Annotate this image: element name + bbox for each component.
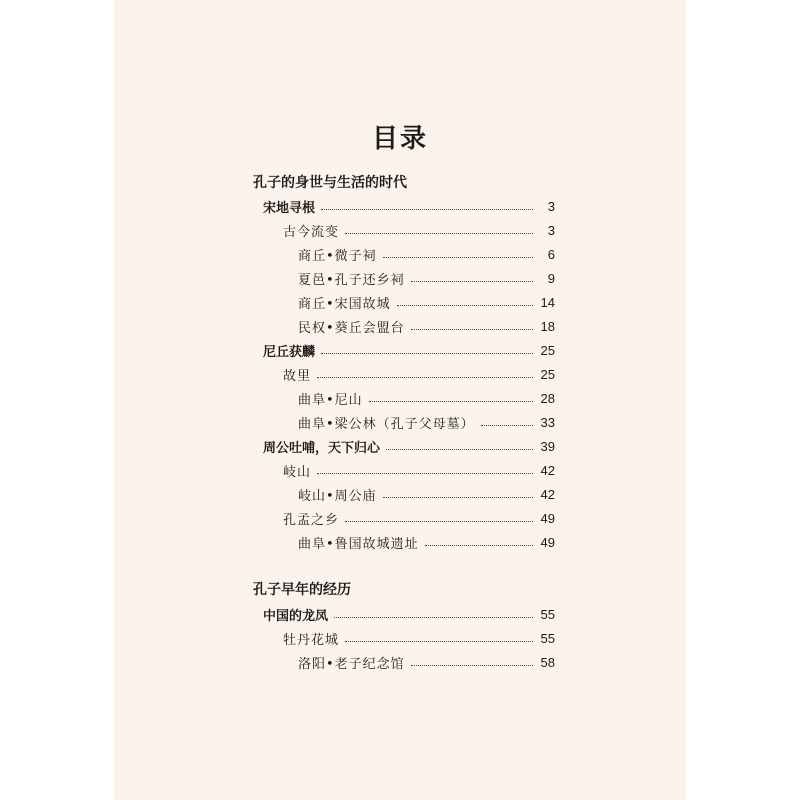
toc-page-number: 6 bbox=[547, 246, 555, 262]
toc-entry[interactable] bbox=[283, 508, 555, 528]
dot-leader bbox=[345, 641, 533, 642]
toc-entry-label: 中国的龙凤 bbox=[263, 608, 329, 624]
toc-page-number: 39 bbox=[540, 438, 555, 454]
toc-entry[interactable] bbox=[263, 436, 555, 456]
toc-page-number: 55 bbox=[540, 606, 555, 622]
toc-entry[interactable] bbox=[298, 412, 555, 432]
toc-entry[interactable] bbox=[298, 652, 555, 672]
toc-entry[interactable] bbox=[298, 388, 555, 408]
dot-leader bbox=[321, 209, 533, 210]
toc-entry-label: 牡丹花城 bbox=[283, 632, 340, 648]
toc-entry[interactable] bbox=[298, 244, 555, 264]
toc-entry[interactable] bbox=[298, 292, 555, 312]
toc-entry[interactable] bbox=[283, 364, 555, 384]
toc-page-number: 25 bbox=[540, 342, 555, 358]
toc-page-number: 58 bbox=[540, 654, 555, 670]
toc-entry[interactable] bbox=[263, 196, 555, 216]
toc-entry-label: 尼丘获麟 bbox=[263, 344, 316, 360]
toc-entry-label: 夏邑•孔子还乡祠 bbox=[298, 272, 405, 288]
toc-entry-label: 曲阜•梁公林（孔子父母墓） bbox=[298, 416, 475, 432]
page-title: 目录 bbox=[371, 124, 428, 154]
toc-page-number: 49 bbox=[540, 534, 555, 550]
section-heading: 孔子早年的经历 bbox=[253, 582, 351, 598]
toc-entry-label: 岐山•周公庙 bbox=[298, 488, 377, 504]
toc-page-number: 3 bbox=[547, 198, 555, 214]
toc-entry-label: 故里 bbox=[283, 368, 312, 384]
toc-page-number: 55 bbox=[540, 630, 555, 646]
toc-entry[interactable] bbox=[263, 340, 555, 360]
dot-leader bbox=[397, 305, 533, 306]
toc-entry-label: 曲阜•尼山 bbox=[298, 392, 363, 408]
toc-entry-label: 孔孟之乡 bbox=[283, 512, 340, 528]
dot-leader bbox=[383, 257, 533, 258]
toc-page-number: 14 bbox=[540, 294, 555, 310]
dot-leader bbox=[425, 545, 533, 546]
dot-leader bbox=[411, 329, 533, 330]
dot-leader bbox=[317, 473, 533, 474]
dot-leader bbox=[321, 353, 533, 354]
toc-entry[interactable] bbox=[283, 220, 555, 240]
toc-entry-label: 曲阜•鲁国故城遗址 bbox=[298, 536, 419, 552]
toc-entry-label: 民权•葵丘会盟台 bbox=[298, 320, 405, 336]
toc-entry[interactable] bbox=[263, 604, 555, 624]
toc-entry-label: 商丘•宋国故城 bbox=[298, 296, 391, 312]
toc-entry[interactable] bbox=[298, 532, 555, 552]
toc-entry-label: 周公吐哺，天下归心 bbox=[263, 440, 381, 456]
toc-entry-label: 商丘•微子祠 bbox=[298, 248, 377, 264]
toc-page-number: 9 bbox=[547, 270, 555, 286]
toc-entry-label: 洛阳•老子纪念馆 bbox=[298, 656, 405, 672]
toc-entry[interactable] bbox=[298, 484, 555, 504]
toc-entry[interactable] bbox=[298, 316, 555, 336]
toc-page-number: 49 bbox=[540, 510, 555, 526]
dot-leader bbox=[481, 425, 533, 426]
dot-leader bbox=[317, 377, 533, 378]
toc-page-number: 25 bbox=[540, 366, 555, 382]
dot-leader bbox=[369, 401, 533, 402]
dot-leader bbox=[383, 497, 533, 498]
toc-entry[interactable] bbox=[283, 460, 555, 480]
section-heading: 孔子的身世与生活的时代 bbox=[253, 175, 407, 191]
dot-leader bbox=[345, 521, 533, 522]
toc-page-number: 33 bbox=[540, 414, 555, 430]
toc-entry-label: 宋地寻根 bbox=[263, 200, 316, 216]
toc-entry[interactable] bbox=[298, 268, 555, 288]
dot-leader bbox=[386, 449, 533, 450]
toc-entry[interactable] bbox=[283, 628, 555, 648]
toc-entry-label: 古今流变 bbox=[283, 224, 340, 240]
toc-page-number: 28 bbox=[540, 390, 555, 406]
dot-leader bbox=[411, 281, 533, 282]
dot-leader bbox=[345, 233, 533, 234]
toc-page-number: 42 bbox=[540, 486, 555, 502]
toc-page-number: 42 bbox=[540, 462, 555, 478]
dot-leader bbox=[334, 617, 533, 618]
toc-entry-label: 岐山 bbox=[283, 464, 312, 480]
toc-page-number: 3 bbox=[547, 222, 555, 238]
dot-leader bbox=[411, 665, 533, 666]
toc-page-number: 18 bbox=[540, 318, 555, 334]
